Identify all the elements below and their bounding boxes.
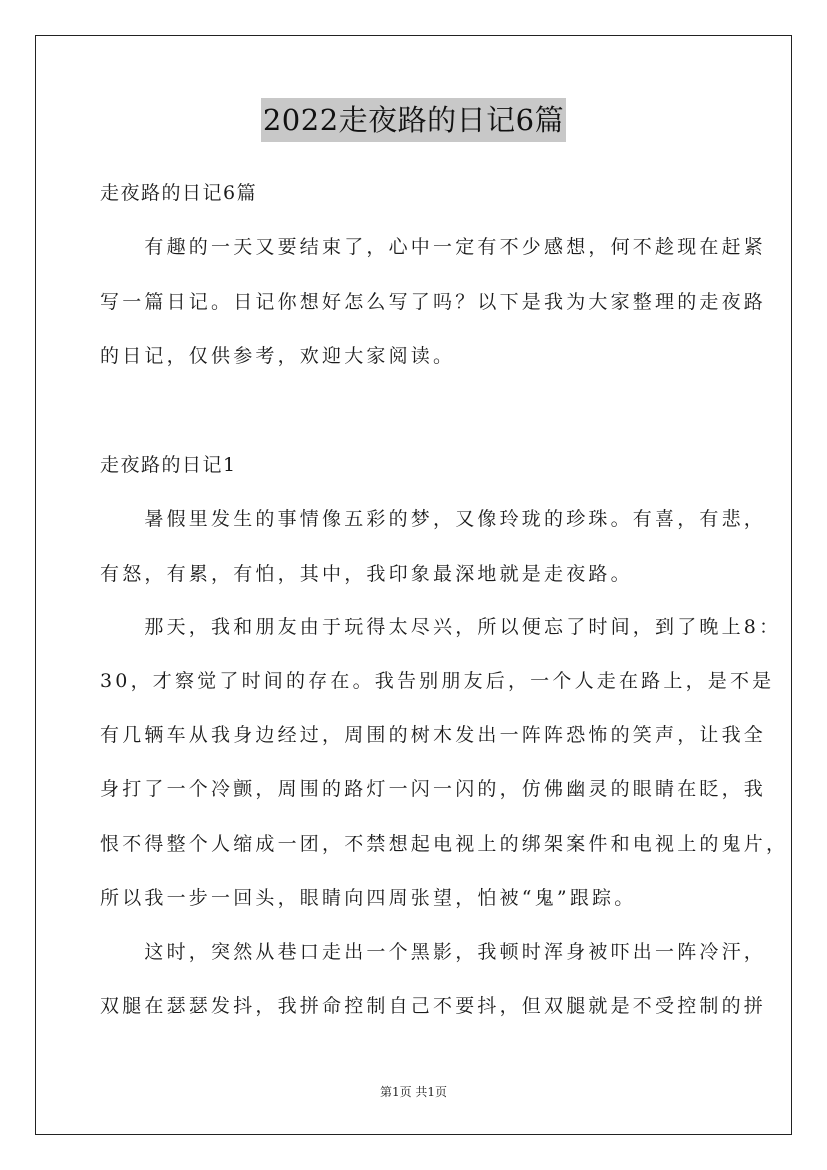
body-line-10: 双腿在瑟瑟发抖，我拼命控制自己不要抖，但双腿就是不受控制的拼 (100, 995, 767, 1017)
document-title: 2022走夜路的日记6篇 (261, 98, 566, 142)
section-heading: 走夜路的日记1 (100, 454, 237, 476)
title-container (0, 98, 827, 142)
document-subtitle: 走夜路的日记6篇 (100, 182, 258, 204)
body-line-1: 暑假里发生的事情像五彩的梦，又像玲珑的珍珠。有喜，有悲， (100, 508, 767, 530)
body-line-7: 恨不得整个人缩成一团，不禁想起电视上的绑架案件和电视上的鬼片， (100, 833, 789, 855)
intro-line-3: 的日记，仅供参考，欢迎大家阅读。 (100, 345, 456, 367)
body-line-3: 那天，我和朋友由于玩得太尽兴，所以便忘了时间，到了晚上8： (100, 616, 782, 638)
page-footer: 第1页 共1页 (379, 1085, 448, 1099)
body-line-6: 身打了一个冷颤，周围的路灯一闪一闪的，仿佛幽灵的眼睛在眨，我 (100, 778, 767, 800)
intro-line-2: 写一篇日记。日记你想好怎么写了吗？以下是我为大家整理的走夜路 (100, 291, 767, 313)
body-line-9: 这时，突然从巷口走出一个黑影，我顿时浑身被吓出一阵冷汗， (100, 941, 767, 963)
intro-line-1: 有趣的一天又要结束了，心中一定有不少感想，何不趁现在赶紧 (100, 236, 767, 258)
body-line-4: 30，才察觉了时间的存在。我告别朋友后，一个人走在路上，是不是 (100, 670, 775, 692)
body-line-5: 有几辆车从我身边经过，周围的树木发出一阵阵恐怖的笑声，让我全 (100, 724, 767, 746)
body-line-8: 所以我一步一回头，眼睛向四周张望，怕被“鬼”跟踪。 (100, 887, 637, 909)
body-line-2: 有怒，有累，有怕，其中，我印象最深地就是走夜路。 (100, 563, 633, 585)
